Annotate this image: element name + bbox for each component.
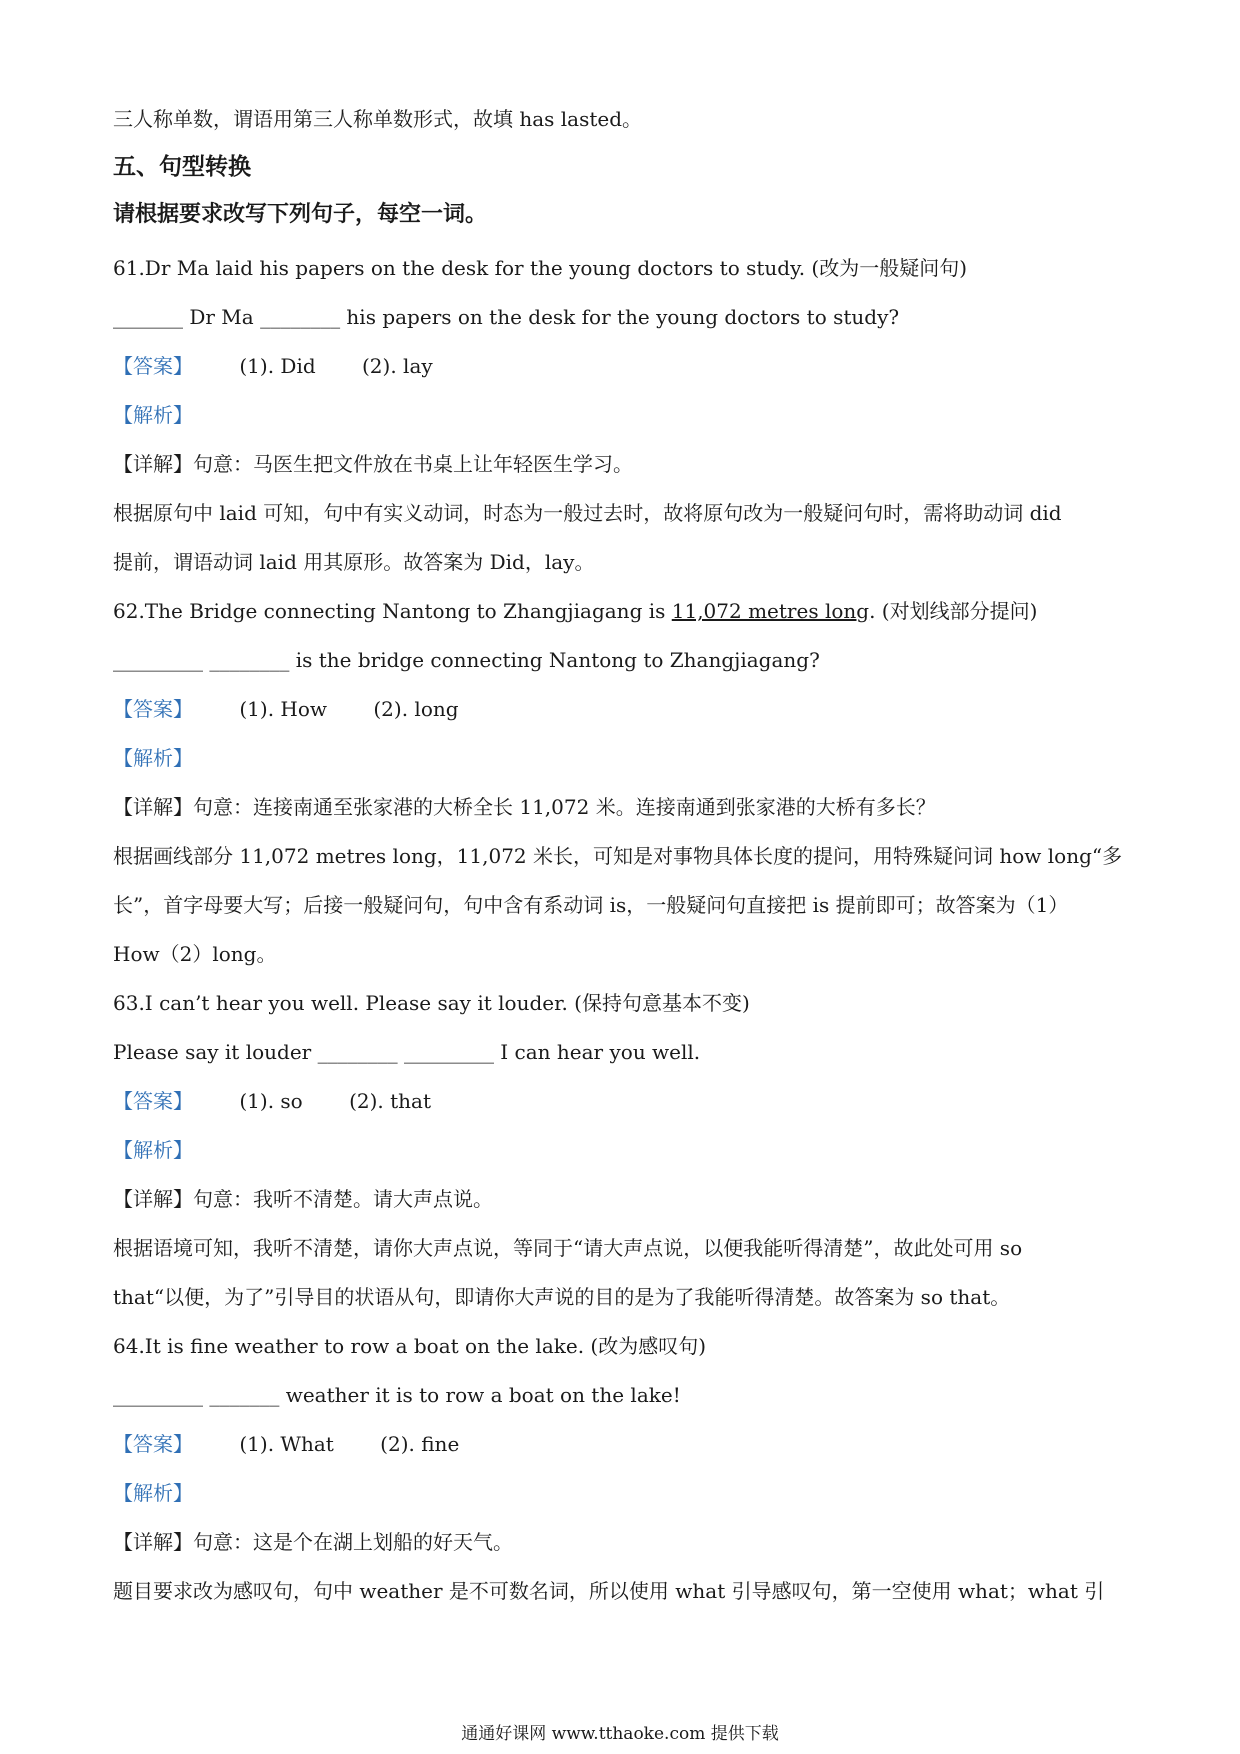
explanation-line: How（2）long。 bbox=[113, 942, 277, 966]
prompt-text: 62.The Bridge connecting Nantong to Zhangjiagang is bbox=[113, 599, 672, 623]
detail-tag: 【详解】 bbox=[113, 1530, 193, 1554]
explanation-line: that“以便，为了”引导目的状语从句，即请你大声说的目的是为了我能听得清楚。故答案为 so that。 bbox=[113, 1285, 1011, 1309]
question-64-answer bbox=[113, 1429, 459, 1459]
answer-2: (2). lay bbox=[362, 354, 433, 378]
question-64-prompt: 64.It is fine weather to row a boat on the lake. (改为感叹句) bbox=[113, 1334, 707, 1358]
answer-1: (1). so bbox=[239, 1089, 303, 1113]
answer-2: (2). that bbox=[349, 1089, 432, 1113]
explanation-line: 根据语境可知，我听不清楚，请你大声点说，等同于“请大声点说，以便我能听得清楚”，故此处可用 so bbox=[113, 1236, 1023, 1260]
detail-line bbox=[113, 792, 936, 822]
question-64-blanks: _________ _______ weather it is to row a boat on the lake! bbox=[113, 1383, 681, 1407]
answer-2: (2). long bbox=[373, 697, 459, 721]
analysis-tag: 【解析】 bbox=[113, 746, 193, 770]
detail-tag: 【详解】 bbox=[113, 1187, 193, 1211]
instruction: 请根据要求改写下列句子，每空一词。 bbox=[113, 201, 488, 227]
answer-tag: 【答案】 bbox=[113, 354, 193, 378]
answer-tag: 【答案】 bbox=[113, 1089, 193, 1113]
explanation-line: 长”，首字母要大写；后接一般疑问句，句中含有系动词 is，一般疑问句直接把 is 提前即可；故答案为（1） bbox=[113, 893, 1069, 917]
detail-tag: 【详解】 bbox=[113, 452, 193, 476]
detail-tag: 【详解】 bbox=[113, 795, 193, 819]
analysis-tag: 【解析】 bbox=[113, 1138, 193, 1162]
detail-line bbox=[113, 1184, 493, 1214]
prompt-text-post: . (对划线部分提问) bbox=[869, 599, 1038, 623]
answer-1: (1). What bbox=[239, 1432, 334, 1456]
answer-1: (1). How bbox=[239, 697, 328, 721]
question-61-prompt: 61.Dr Ma laid his papers on the desk for the young doctors to study. (改为一般疑问句) bbox=[113, 256, 968, 280]
analysis-tag: 【解析】 bbox=[113, 1481, 193, 1505]
detail-text: 句意：这是个在湖上划船的好天气。 bbox=[193, 1530, 513, 1554]
question-61-answer bbox=[113, 351, 433, 381]
explanation-line: 题目要求改为感叹句，句中 weather 是不可数名词，所以使用 what 引导感叹句，第一空使用 what；what 引 bbox=[113, 1579, 1105, 1603]
answer-1: (1). Did bbox=[239, 354, 316, 378]
underlined-part: 11,072 metres long bbox=[671, 599, 870, 623]
question-63-blanks: Please say it louder ________ _________ I can hear you well. bbox=[113, 1040, 701, 1064]
question-62-prompt bbox=[113, 596, 1037, 626]
detail-text: 句意：我听不清楚。请大声点说。 bbox=[193, 1187, 493, 1211]
detail-line bbox=[113, 449, 633, 479]
answer-2: (2). fine bbox=[380, 1432, 460, 1456]
page-footer: 通通好课网 www.tthaoke.com 提供下载 bbox=[461, 1724, 779, 1744]
analysis-tag: 【解析】 bbox=[113, 403, 193, 427]
question-62-answer bbox=[113, 694, 459, 724]
text-line: 三人称单数，谓语用第三人称单数形式，故填 has lasted。 bbox=[113, 107, 643, 131]
question-63-answer bbox=[113, 1086, 431, 1116]
detail-text: 句意：连接南通至张家港的大桥全长 11,072 米。连接南通到张家港的大桥有多长？ bbox=[193, 795, 936, 819]
explanation-line: 提前，谓语动词 laid 用其原形。故答案为 Did，lay。 bbox=[113, 550, 595, 574]
explanation-line: 根据画线部分 11,072 metres long，11,072 米长，可知是对事物具体长度的提问，用特殊疑问词 how long“多 bbox=[113, 844, 1123, 868]
question-62-blanks: _________ ________ is the bridge connecting Nantong to Zhangjiagang? bbox=[113, 648, 820, 672]
detail-line bbox=[113, 1527, 513, 1557]
answer-tag: 【答案】 bbox=[113, 697, 193, 721]
section-title: 五、句型转换 bbox=[113, 153, 251, 180]
detail-text: 句意：马医生把文件放在书桌上让年轻医生学习。 bbox=[193, 452, 633, 476]
answer-tag: 【答案】 bbox=[113, 1432, 193, 1456]
explanation-line: 根据原句中 laid 可知，句中有实义动词，时态为一般过去时，故将原句改为一般疑问句时，需将助动词 did bbox=[113, 501, 1062, 525]
question-61-blanks: _______ Dr Ma ________ his papers on the desk for the young doctors to study? bbox=[113, 305, 900, 329]
question-63-prompt: 63.I can’t hear you well. Please say it louder. (保持句意基本不变) bbox=[113, 991, 750, 1015]
